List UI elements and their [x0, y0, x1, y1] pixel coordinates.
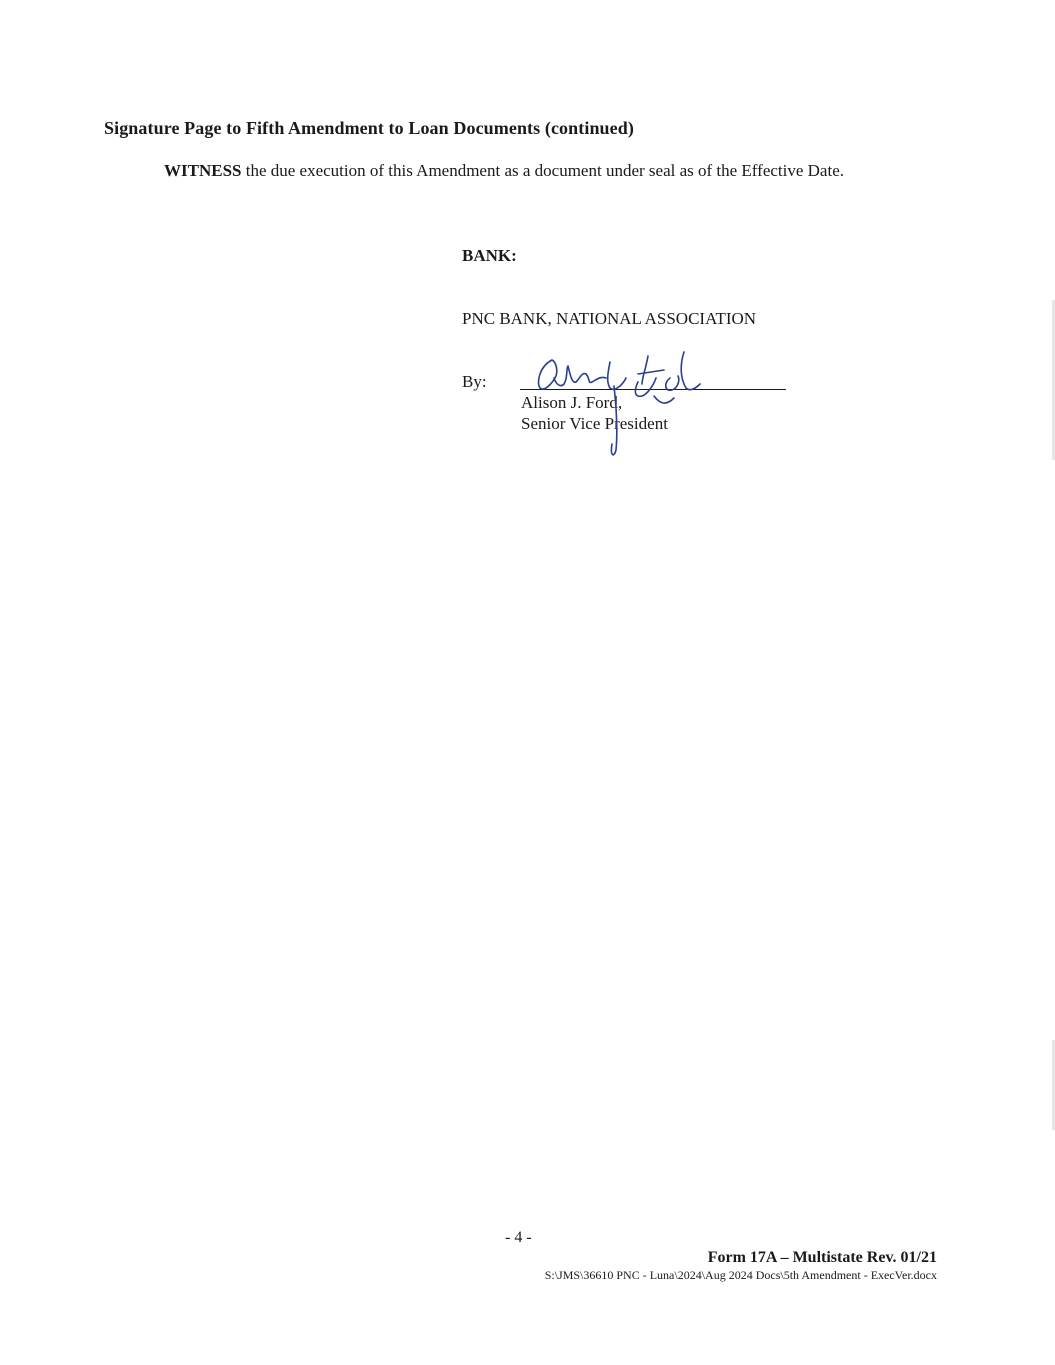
witness-clause [164, 161, 844, 181]
by-label: By: [462, 372, 487, 391]
signer-name: Alison J. Ford, [521, 393, 623, 412]
form-identifier: Form 17A – Multistate Rev. 01/21 [707, 1249, 937, 1266]
bank-name: PNC BANK, NATIONAL ASSOCIATION [462, 309, 757, 328]
file-path: S:\JMS\36610 PNC - Luna\2024\Aug 2024 Docs\5th Amendment - ExecVer.docx [544, 1268, 937, 1282]
signer-title: Senior Vice President [521, 414, 668, 433]
witness-text: the due execution of this Amendment as a document under seal as of the Effective Date. [241, 161, 844, 180]
handwritten-signature [530, 348, 730, 466]
bank-label: BANK: [462, 246, 517, 265]
witness-keyword: WITNESS [164, 161, 242, 180]
page-number: - 4 - [505, 1229, 532, 1246]
page-heading: Signature Page to Fifth Amendment to Loan Documents (continued) [104, 118, 634, 138]
